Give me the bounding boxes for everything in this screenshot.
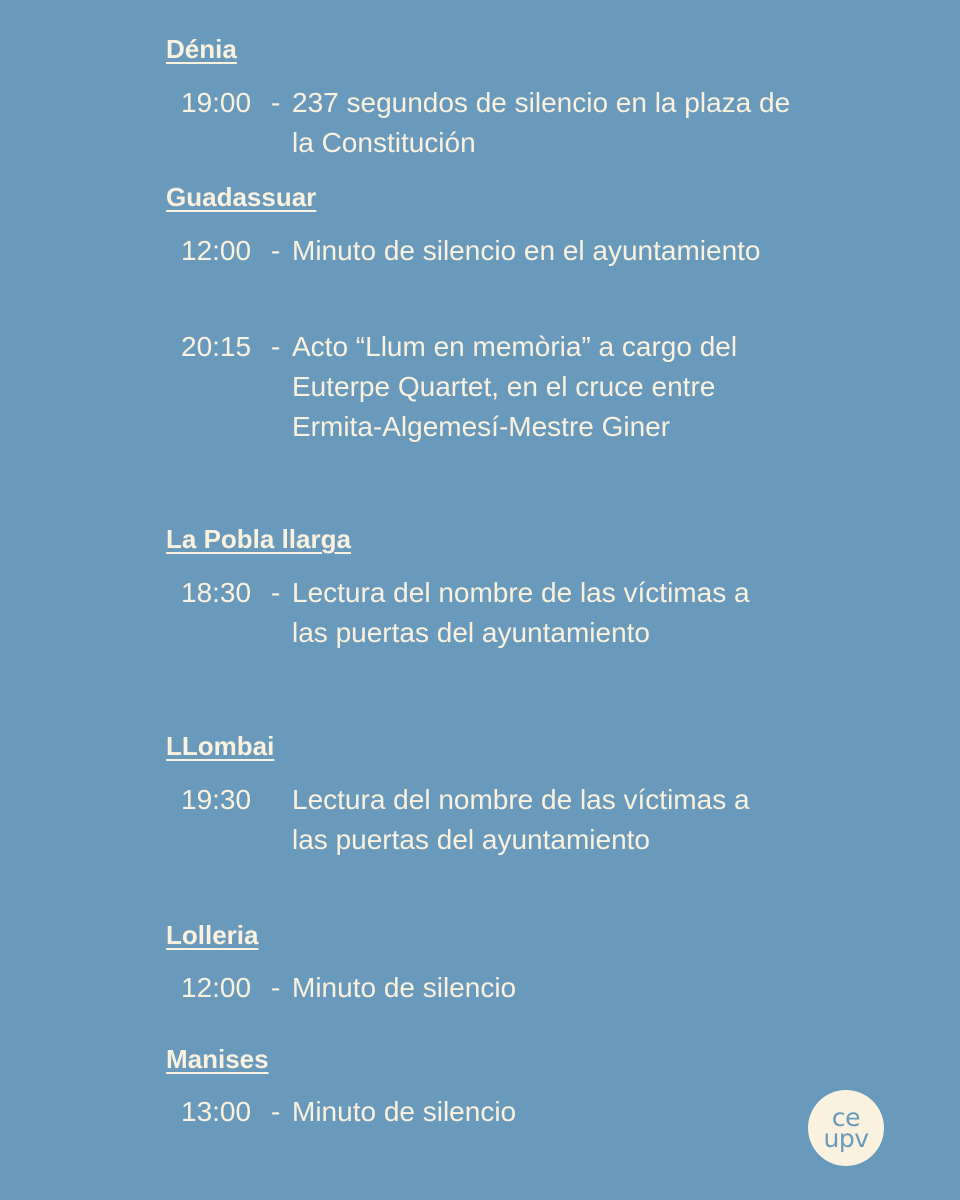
- event-dash: -: [271, 235, 281, 266]
- event-time: 12:00: [181, 972, 252, 1003]
- town-heading-manises: Manises: [166, 1044, 269, 1074]
- event-time: 13:00: [181, 1096, 252, 1127]
- town-heading-la-pobla-llarga: La Pobla llarga: [166, 524, 351, 554]
- event-description: Acto “Llum en memòria” a cargo del Euterpe Quartet, en el cruce entre Ermita-Algemesí-Mestre Giner: [292, 331, 738, 442]
- event-item: [181, 1092, 821, 1132]
- event-time: 18:30: [181, 577, 252, 608]
- event-dash: -: [271, 87, 281, 118]
- event-time: 19:00: [181, 87, 252, 118]
- event-description: 237 segundos de silencio en la plaza de la Constitución: [292, 87, 791, 158]
- event-description: Minuto de silencio en el ayuntamiento: [292, 235, 761, 266]
- event-time: 20:15: [181, 331, 252, 362]
- event-item: [181, 83, 821, 163]
- event-dash: -: [271, 972, 281, 1003]
- event-description: Minuto de silencio: [292, 972, 517, 1003]
- event-dash: -: [271, 1096, 281, 1127]
- logo-line-ce: ce: [831, 1103, 861, 1132]
- ceupv-logo: [808, 1090, 884, 1166]
- town-heading-lolleria: Lolleria: [166, 920, 259, 950]
- event-item: [181, 231, 821, 271]
- town-heading-denia: Dénia: [166, 34, 237, 64]
- town-heading-llombai: LLombai: [166, 731, 275, 761]
- event-description: Lectura del nombre de las víctimas a las puertas del ayuntamiento: [292, 784, 750, 855]
- event-item: [181, 573, 821, 653]
- event-item: [181, 327, 821, 447]
- event-description: Lectura del nombre de las víctimas a las puertas del ayuntamiento: [292, 577, 750, 648]
- event-description: Minuto de silencio: [292, 1096, 517, 1127]
- event-time: 12:00: [181, 235, 252, 266]
- event-dash: -: [271, 331, 281, 362]
- town-heading-guadassuar: Guadassuar: [166, 182, 317, 212]
- logo-line-upv: upv: [823, 1124, 869, 1153]
- event-item: [181, 780, 821, 860]
- event-dash: -: [271, 577, 281, 608]
- event-time: 19:30: [181, 784, 252, 815]
- event-item: [181, 968, 821, 1008]
